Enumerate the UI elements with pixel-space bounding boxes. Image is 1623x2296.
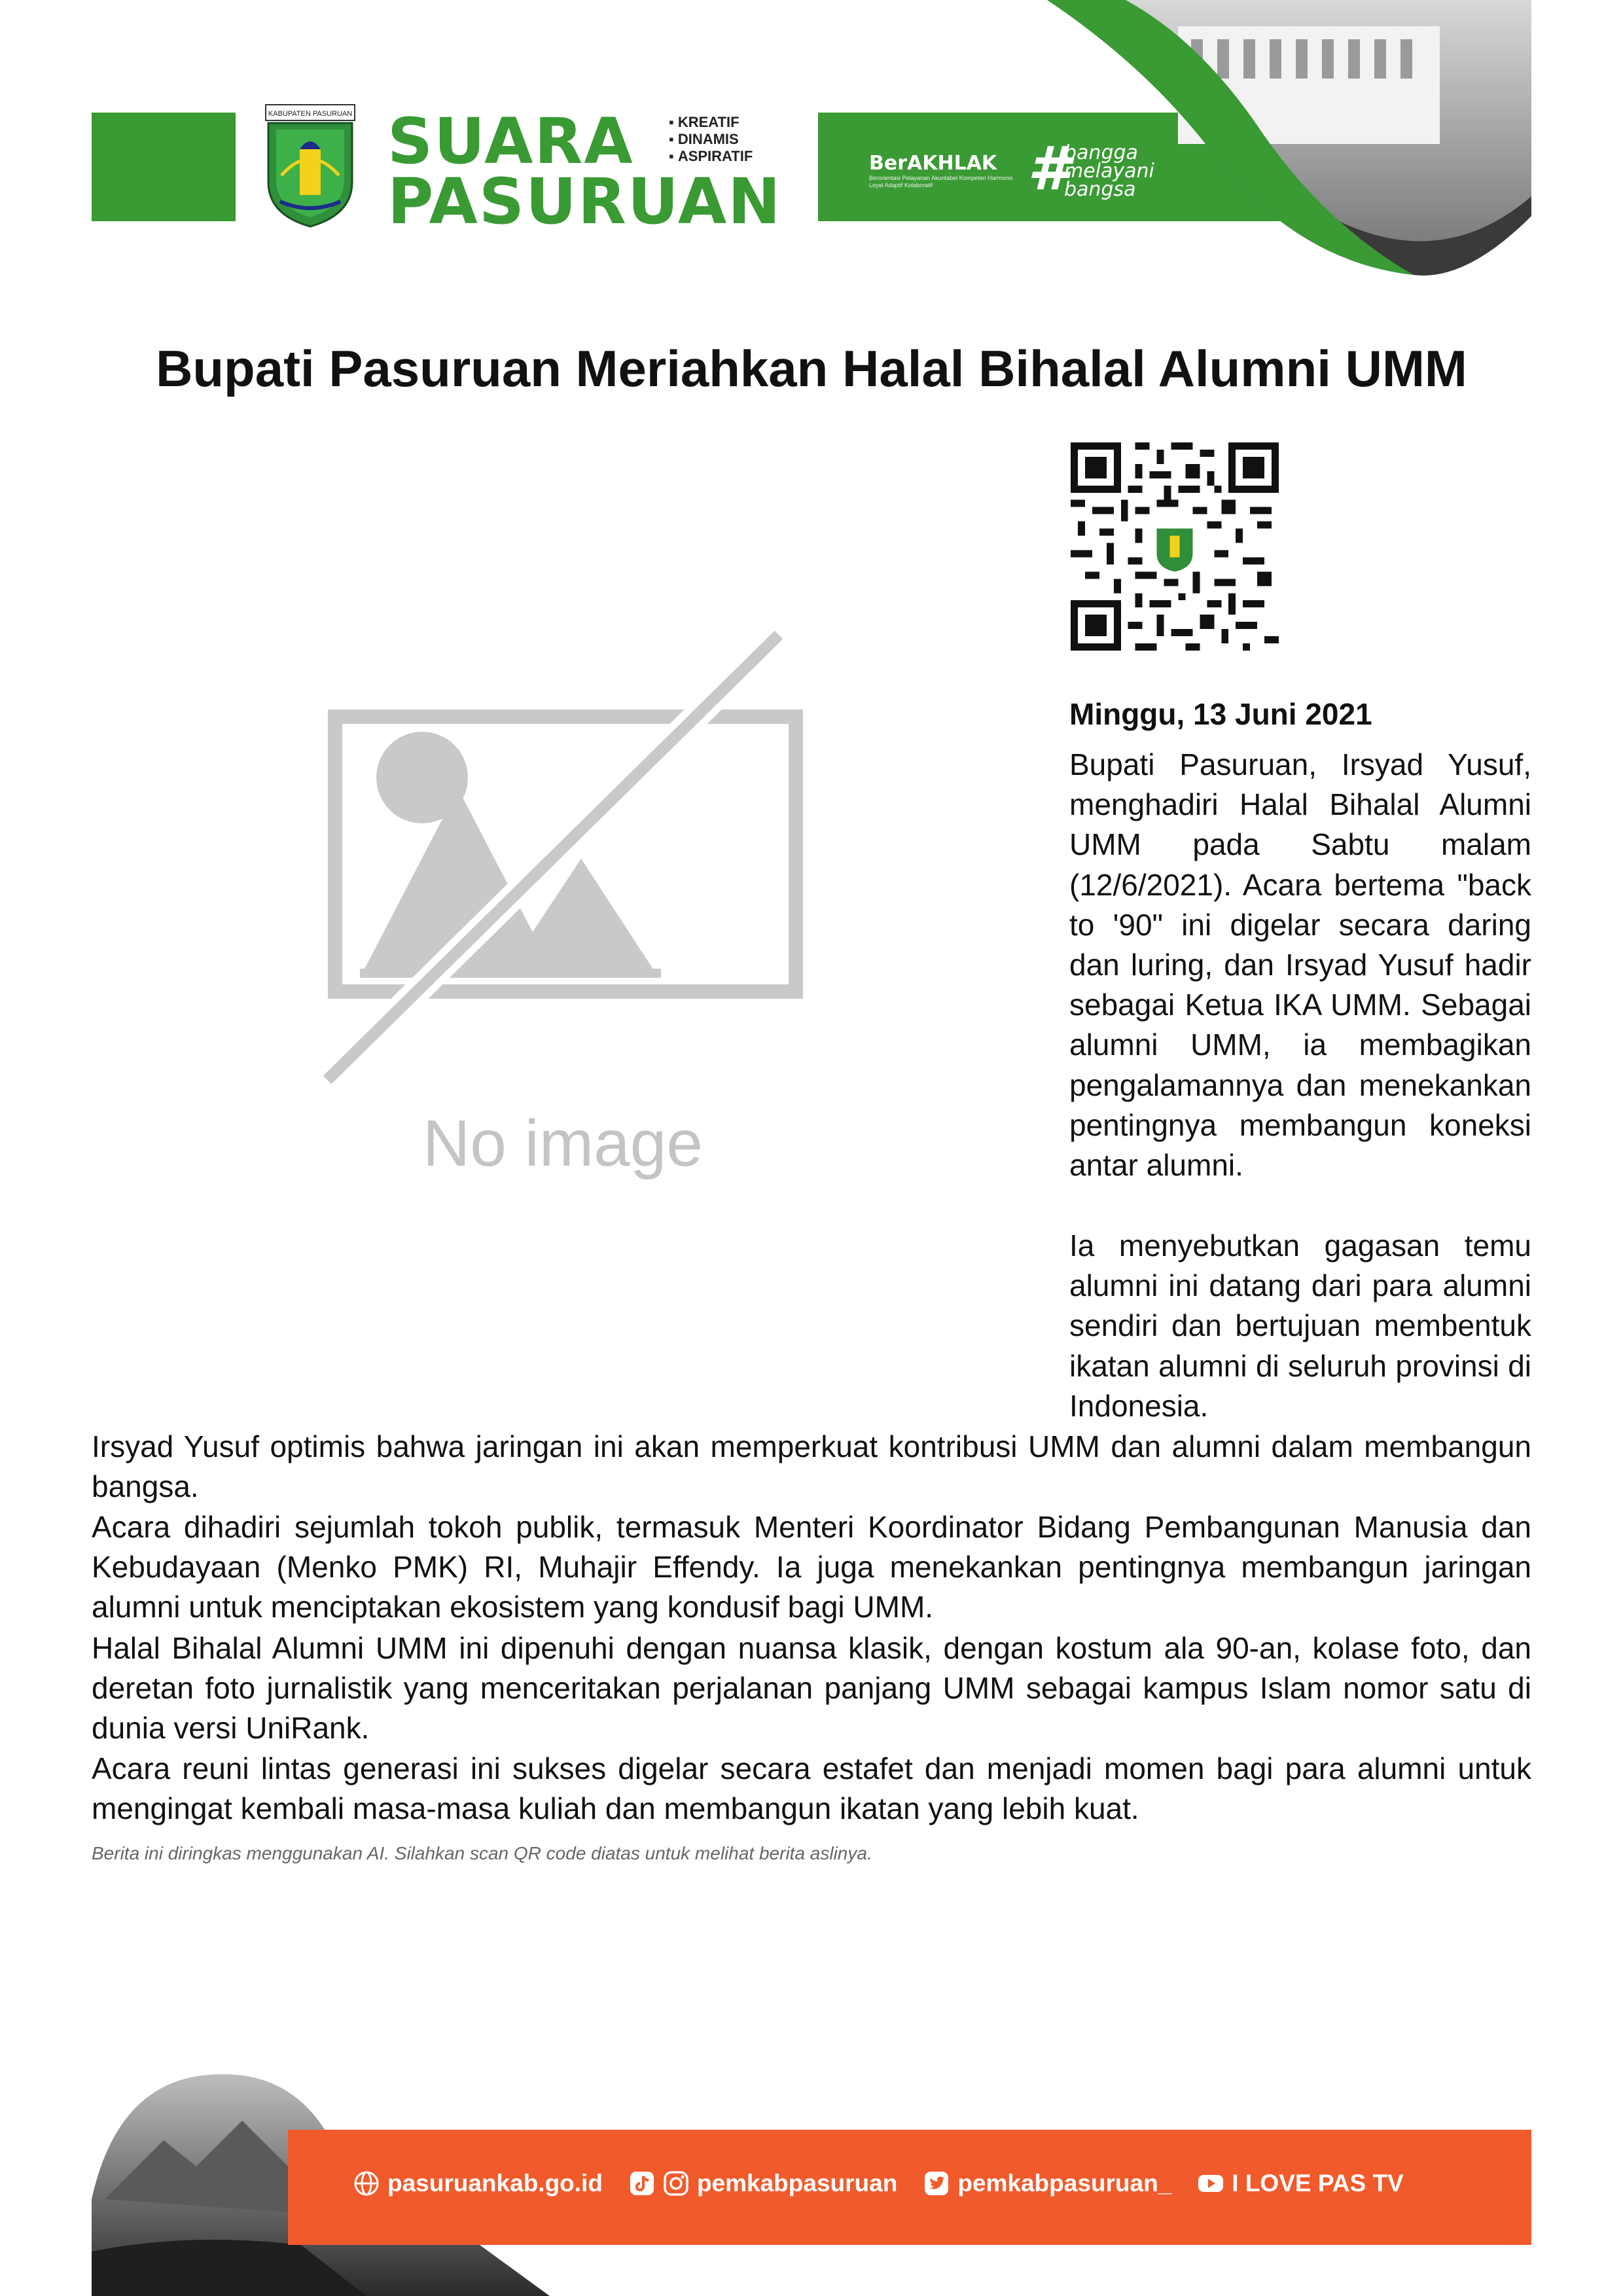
article-paragraph: Acara reuni lintas generasi ini sukses digelar secara estafet dan menjadi momen bagi para alumni untuk mengingat kembali masa-masa kuliah dan membangun ikatan yang lebih kuat.: [92, 1751, 1531, 1826]
article-paragraph: Acara dihadiri sejumlah tokoh publik, termasuk Menteri Koordinator Bidang Pembangunan Manusia dan Kebudayaan (Menko PMK) RI, Muhajir Effendy. Ia juga menekankan pentingnya membangun jaringan alumni untuk menciptakan ekosistem yang kondusif bagi UMM.: [92, 1510, 1531, 1624]
bangga-line: bangga: [1064, 141, 1138, 164]
tiktok-icon: [629, 2170, 655, 2197]
article-date: Minggu, 13 Juni 2021: [1069, 697, 1372, 731]
berakhlak-title: BerAKHLAK: [869, 152, 997, 175]
emblem-banner-text: KABUPATEN PASURUAN: [268, 110, 353, 118]
article-title: Bupati Pasuruan Meriahkan Halal Bihalal Alumni UMM: [156, 340, 1467, 397]
globe-icon: [353, 2170, 380, 2197]
bangga-line: melayani: [1064, 160, 1154, 183]
ai-summary-note: Berita ini diringkas menggunakan AI. Silahkan scan QR code diatas untuk melihat berita aslinya.: [92, 1843, 872, 1863]
no-image-icon: [308, 622, 831, 1185]
brand-tagline: [669, 114, 753, 165]
article-paragraph: Bupati Pasuruan, Irsyad Yusuf, menghadiri Halal Bihalal Alumni UMM pada Sabtu malam (12/6/2021). Acara bertema "back to '90" ini digelar secara daring dan luring, dan Irsyad Yusuf hadir sebagai Ketua IKA UMM. Sebagai alumni UMM, ia membagikan pengalamannya dan menekankan pentingnya membangun koneksi antar alumni.: [1069, 747, 1531, 1183]
article-paragraph: Ia menyebutkan gagasan temu alumni ini datang dari para alumni sendiri dan bertujuan membentuk ikatan alumni di seluruh provinsi di Indonesia.: [1069, 1229, 1531, 1423]
hashtag-icon: #: [1027, 134, 1070, 204]
qr-code-icon[interactable]: [1071, 442, 1279, 651]
footer-social-links: [353, 2170, 1430, 2197]
twitter-icon: [923, 2170, 950, 2197]
tagline-item: ▪ DINAMIS: [669, 131, 753, 148]
tagline-item: ▪ ASPIRATIF: [669, 148, 753, 165]
youtube-icon: [1198, 2170, 1224, 2197]
brand-line-1: SUARA: [387, 105, 634, 178]
youtube-text: I LOVE PAS TV: [1232, 2170, 1404, 2197]
youtube-link[interactable]: [1198, 2170, 1403, 2197]
brand-line-2: PASURUAN: [387, 165, 782, 238]
bangga-melayani-bangsa-logo: [1027, 134, 1154, 204]
pasuruan-emblem-icon: [262, 103, 359, 228]
website-link[interactable]: [353, 2170, 603, 2197]
article-paragraph: Irsyad Yusuf optimis bahwa jaringan ini akan memperkuat kontribusi UMM dan alumni dalam membangun bangsa.: [92, 1429, 1531, 1504]
article-paragraph: Halal Bihalal Alumni UMM ini dipenuhi dengan nuansa klasik, dengan kostum ala 90-an, kolase foto, dan deretan foto jurnalistik yang menceritakan perjalanan panjang UMM sebagai kampus Islam nomor satu di dunia versi UniRank.: [92, 1631, 1531, 1746]
social-handle-text: pemkabpasuruan: [696, 2170, 898, 2197]
twitter-handle-text: pemkabpasuruan_: [957, 2170, 1172, 2197]
tagline-item: ▪ KREATIF: [669, 114, 753, 131]
bangga-line: bangsa: [1064, 178, 1136, 201]
twitter-link[interactable]: [923, 2170, 1171, 2197]
berakhlak-subtitle: Berorientasi Pelayanan Akuntabel Kompeten Harmonis Loyal Adaptif Kolaboratif: [869, 175, 1013, 188]
website-text: pasuruankab.go.id: [387, 2170, 603, 2197]
header-green-bar-left: [92, 113, 236, 221]
instagram-icon: [663, 2170, 689, 2197]
no-image-label: No image: [423, 1107, 703, 1180]
berakhlak-logo: [869, 152, 1020, 189]
tiktok-instagram-link[interactable]: [629, 2170, 897, 2197]
building-photo-icon: [1047, 0, 1531, 281]
